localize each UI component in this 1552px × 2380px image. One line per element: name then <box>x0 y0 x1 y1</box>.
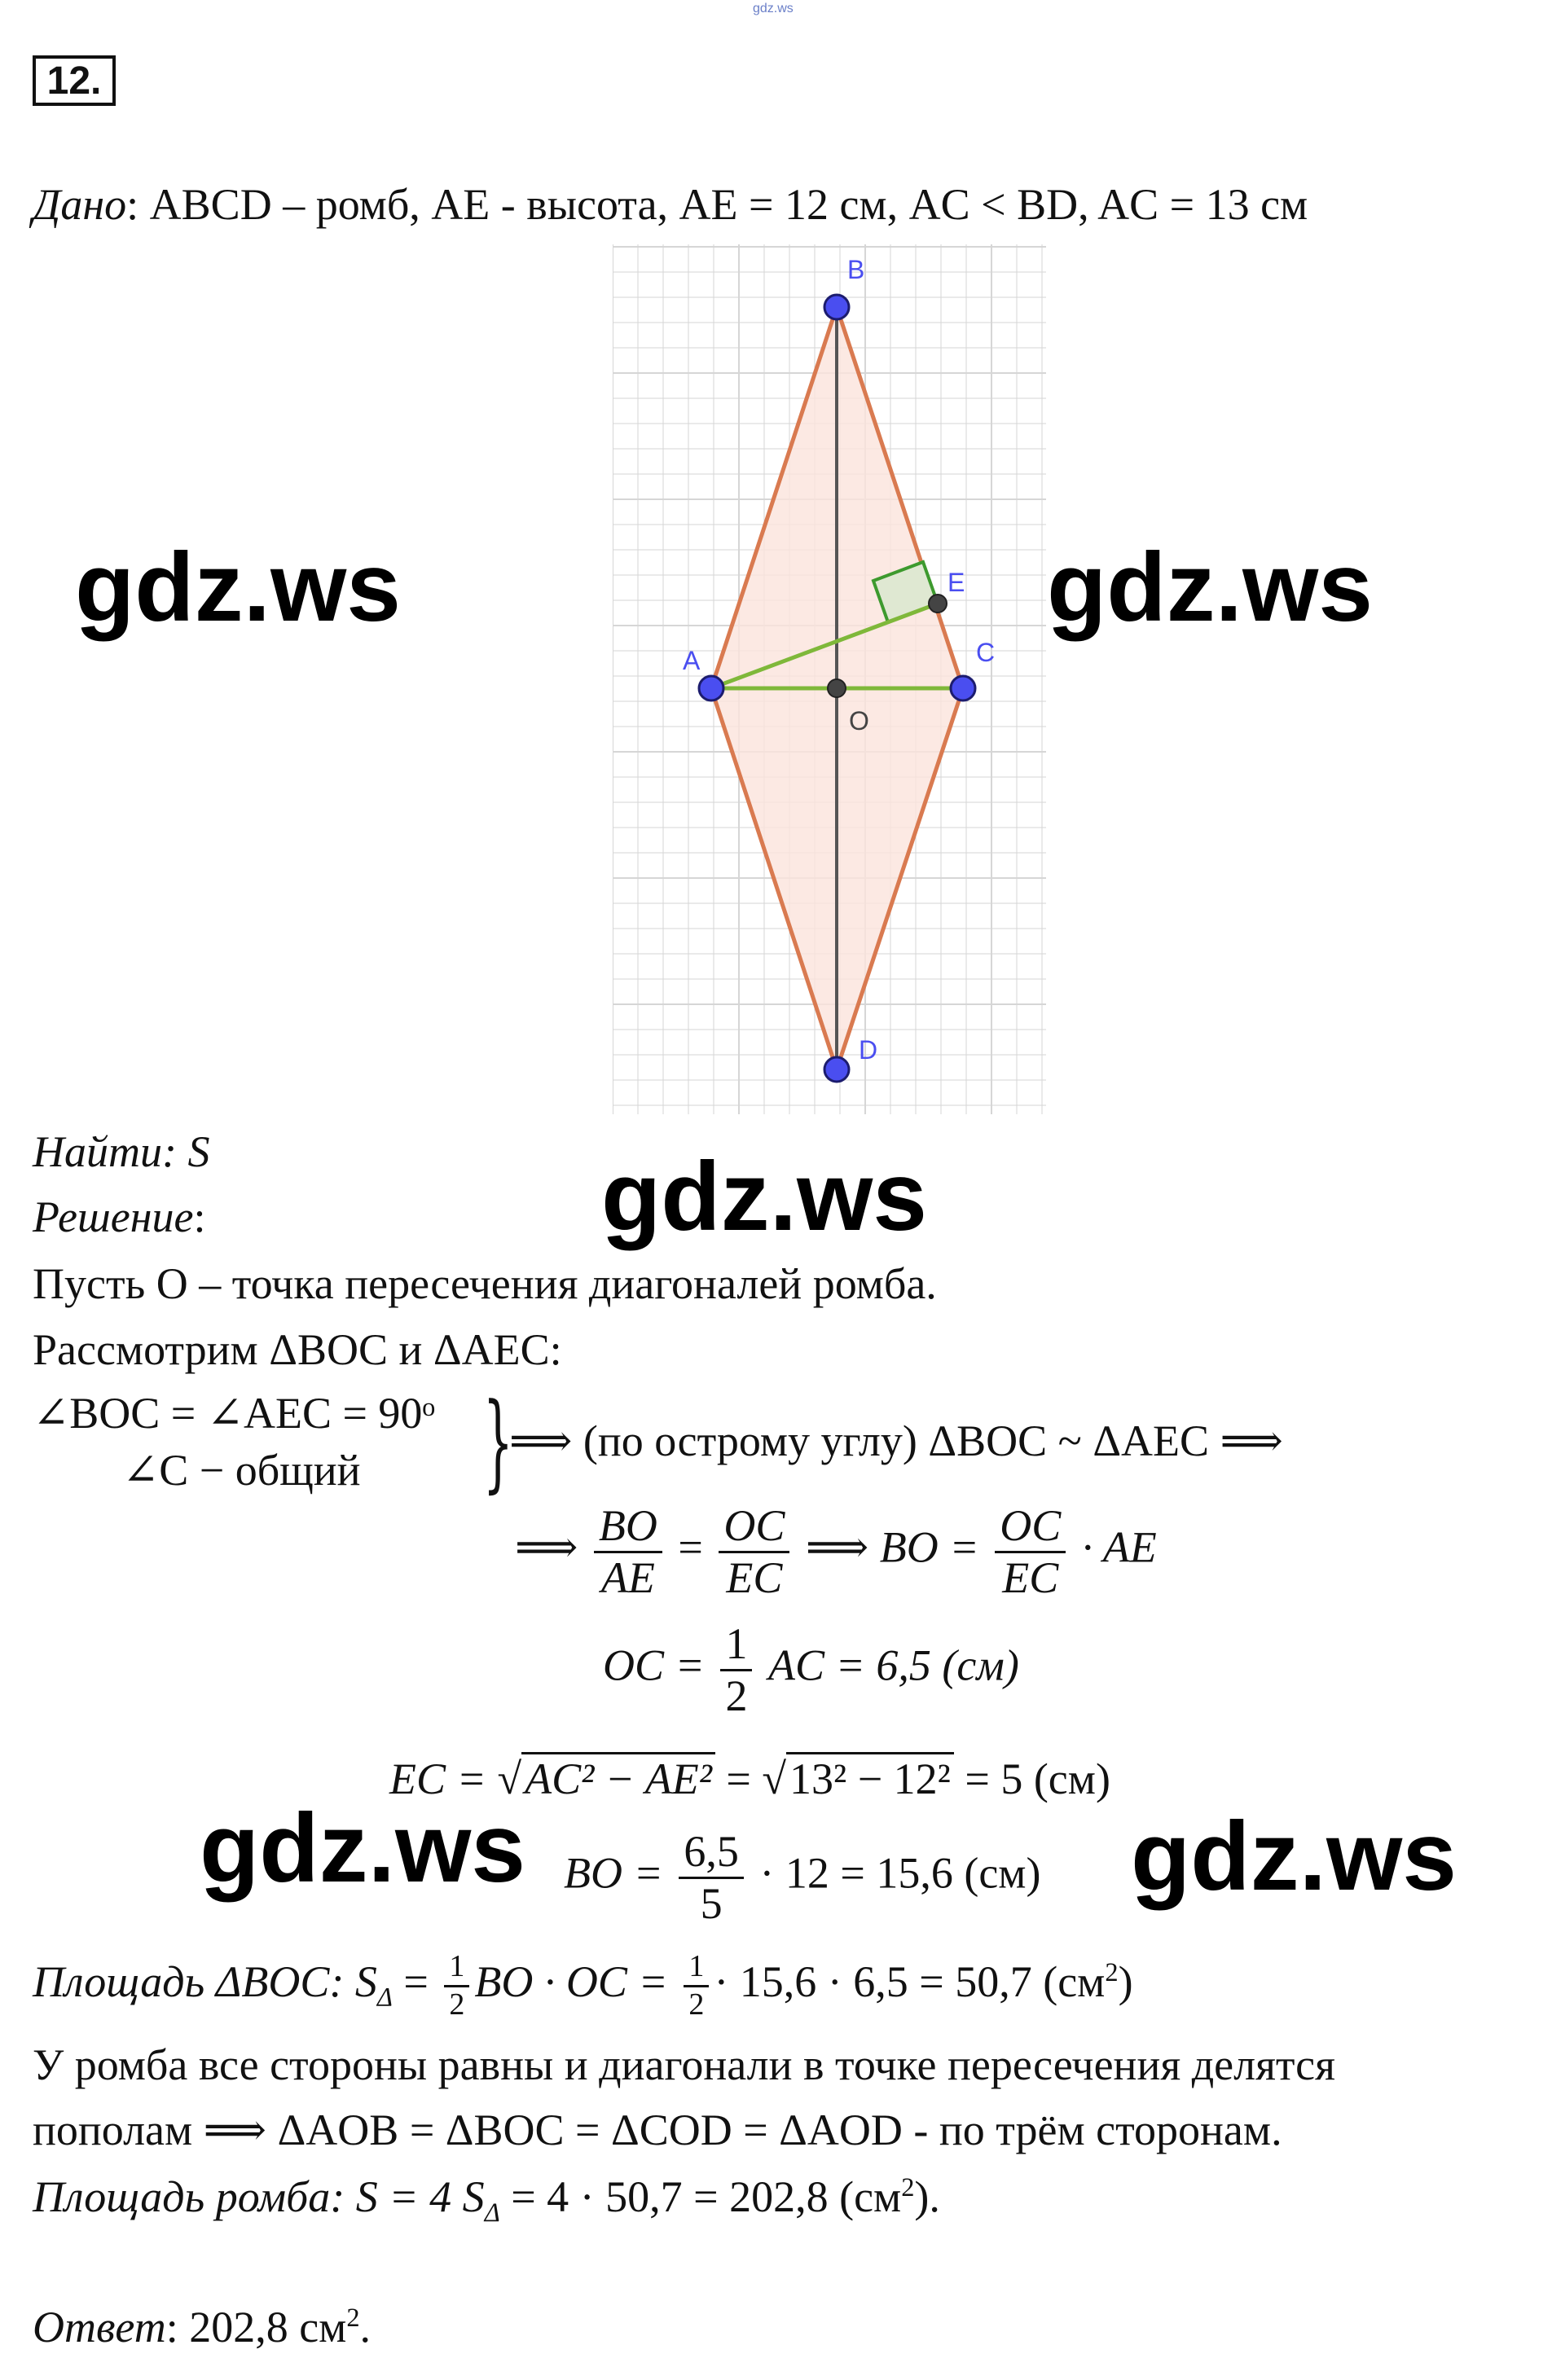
ec-radicand-2: 13² − 12² <box>786 1752 954 1803</box>
prop-mid: ⟹ BO = <box>805 1522 979 1572</box>
den: 2 <box>449 1987 465 2022</box>
top-watermark: gdz.ws <box>753 2 794 15</box>
label-a: A <box>683 646 701 675</box>
oc-line <box>603 1621 1019 1719</box>
find-label: Найти <box>33 1127 162 1176</box>
prop-tail: · AE <box>1081 1522 1157 1572</box>
watermark-bottom-right: gdz.ws <box>1131 1802 1457 1911</box>
den: 2 <box>725 1671 748 1720</box>
line-sides-equal: У ромба все стороны равны и диагонали в точке пересечения делятся <box>33 2040 1335 2089</box>
given-label: Дано <box>33 180 127 229</box>
similarity-result: ⟹ (по острому углу) ΔBOC ~ ΔAEC ⟹ <box>509 1416 1283 1465</box>
point-e <box>929 595 947 613</box>
answer-line <box>33 2303 371 2351</box>
label-c: C <box>976 638 996 667</box>
num: 1 <box>720 1621 752 1671</box>
answer-label: Ответ <box>33 2303 166 2351</box>
ec-tail: = 5 (см) <box>965 1754 1110 1803</box>
num: 1 <box>444 1951 469 1987</box>
label-b: B <box>847 255 865 284</box>
area-label: Площадь ΔBOC: S <box>33 1956 377 2006</box>
rhombus-figure <box>613 244 1046 1114</box>
sqrt-sign-2: √ <box>762 1754 787 1803</box>
area-close: ) <box>1118 1956 1133 2006</box>
find-line <box>33 1128 209 1176</box>
fraction-half-1 <box>444 1951 469 2022</box>
den: EC <box>1002 1552 1059 1602</box>
problem-number: 12. <box>33 55 116 106</box>
bo-prefix: BO = <box>564 1848 663 1898</box>
oc-tail: AC = 6,5 (см) <box>767 1640 1019 1690</box>
ec-radicand-1: AC² − AE² <box>521 1752 715 1803</box>
rh-sup: 2 <box>901 2173 915 2202</box>
solution-label: Решение <box>33 1192 194 1241</box>
point-b <box>824 295 849 319</box>
label-e: E <box>947 568 965 597</box>
line-consider: Рассмотрим ΔBOC и ΔAEC: <box>33 1325 562 1374</box>
bo-line <box>564 1829 1040 1926</box>
point-o <box>828 679 846 697</box>
watermark-right: gdz.ws <box>1047 533 1374 642</box>
prop-prefix: ⟹ <box>515 1522 578 1572</box>
num: 1 <box>684 1951 709 1987</box>
area-eq: = <box>392 1956 429 2006</box>
rh-sub: Δ <box>484 2198 500 2228</box>
area-sup: 2 <box>1105 1957 1119 1987</box>
given-line <box>33 181 1308 229</box>
ec-line <box>389 1755 1110 1803</box>
num: OC <box>719 1503 789 1553</box>
bo-tail: · 12 = 15,6 (см) <box>759 1848 1041 1898</box>
line-intersection: Пусть O – точка пересечения диагоналей ромба. <box>33 1259 937 1308</box>
den: EC <box>726 1552 783 1602</box>
angle-common: ∠C − общий <box>122 1446 361 1495</box>
den: 2 <box>688 1987 705 2022</box>
watermark-left: gdz.ws <box>75 533 402 642</box>
watermark-center: gdz.ws <box>601 1142 928 1251</box>
point-d <box>824 1057 849 1082</box>
label-o: O <box>849 706 869 736</box>
prop-eq: = <box>678 1522 703 1572</box>
point-c <box>951 676 975 700</box>
rhombus-area-line <box>33 2173 940 2228</box>
rh-label: Площадь ромба: S = 4 S <box>33 2172 485 2221</box>
find-value: : S <box>162 1127 210 1176</box>
num: BO <box>594 1503 662 1553</box>
solution-colon: : <box>193 1192 206 1241</box>
ec-eq: = <box>726 1754 751 1803</box>
answer-sup: 2 <box>346 2303 360 2333</box>
angle-equality: ∠BOC = ∠AEC = 90ᵒ <box>33 1389 435 1438</box>
point-a <box>699 676 723 700</box>
given-text: : ABCD – ромб, AE - высота, AE = 12 см, AC < BD, AC = 13 см <box>126 180 1308 229</box>
ec-prefix: EC = <box>389 1754 486 1803</box>
fraction-bo <box>679 1829 744 1926</box>
den: AE <box>600 1552 655 1602</box>
fraction-half-2 <box>684 1951 709 2022</box>
num: OC <box>995 1503 1066 1553</box>
den: 5 <box>700 1878 723 1928</box>
area-mid: BO · OC = <box>474 1956 668 2006</box>
num: 6,5 <box>679 1829 744 1879</box>
line-triangles-equal: пополам ⟹ ΔAOB = ΔBOC = ΔCOD = ΔAOD - по трём сторонам. <box>33 2106 1282 2154</box>
curly-brace: } <box>482 1380 513 1504</box>
answer-value: : 202,8 см <box>165 2303 347 2351</box>
label-d: D <box>859 1035 878 1065</box>
fraction-half <box>720 1621 752 1719</box>
proportion-line <box>515 1503 1157 1601</box>
fraction-bo-ae <box>594 1503 662 1601</box>
rh-close: ). <box>914 2172 940 2221</box>
answer-end: . <box>359 2303 372 2351</box>
fraction-oc-ec-2 <box>995 1503 1066 1601</box>
area-tail: · 15,6 · 6,5 = 50,7 (см <box>714 1956 1106 2006</box>
area-sub: Δ <box>376 1983 393 2013</box>
fraction-oc-ec <box>719 1503 789 1601</box>
solution-heading <box>33 1193 206 1241</box>
oc-prefix: OC = <box>603 1640 705 1690</box>
watermark-bottom-left: gdz.ws <box>200 1794 526 1903</box>
triangle-area-line <box>33 1951 1133 2022</box>
rh-tail: = 4 · 50,7 = 202,8 (см <box>499 2172 902 2221</box>
sqrt-sign-1: √ <box>497 1754 522 1803</box>
